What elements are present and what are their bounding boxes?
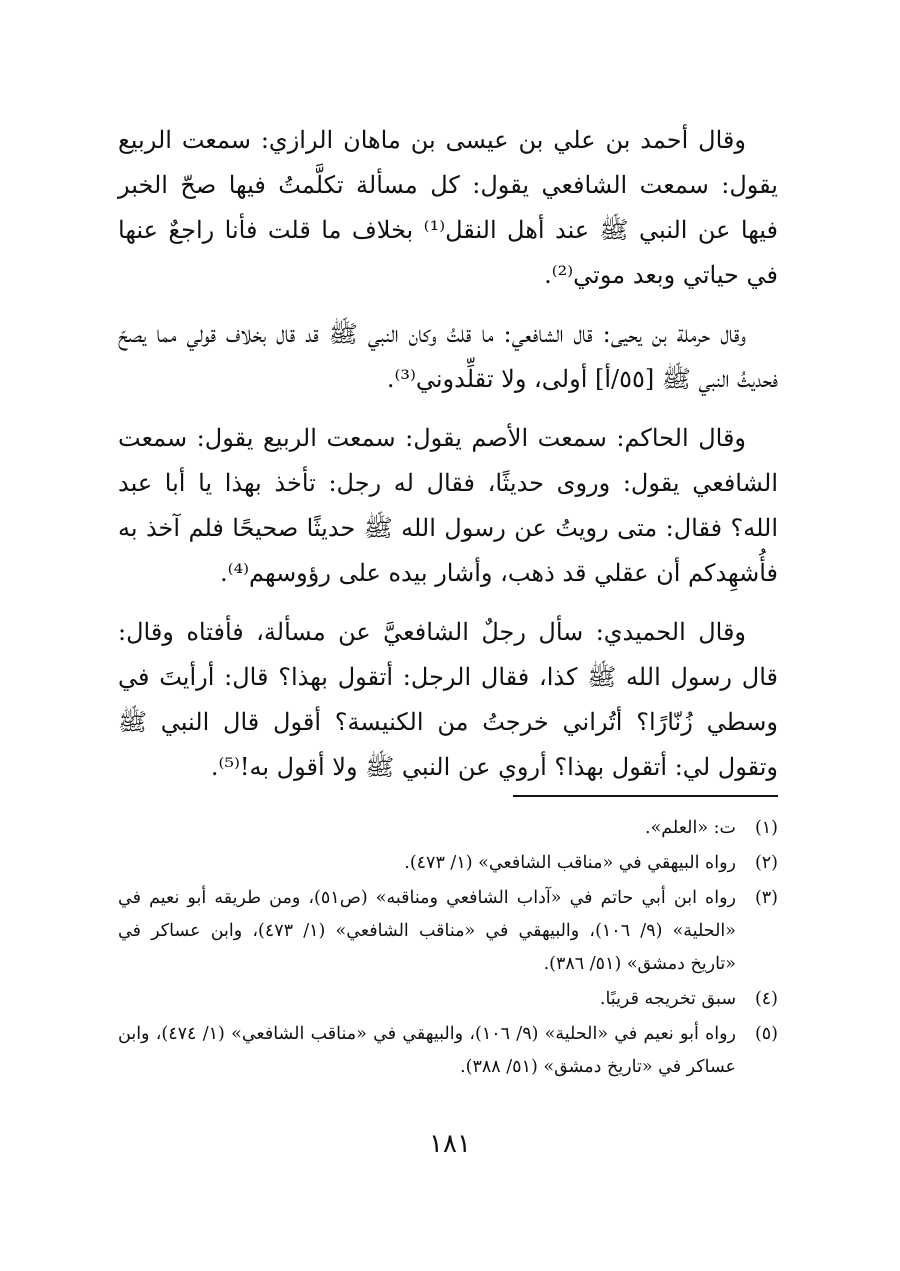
footnote-number: (٤) — [754, 989, 778, 1009]
footnote-text: رواه ابن أبي حاتم في «آداب الشافعي ومناقبه» (ص٥١)، ومن طريقه أبو نعيم في «الحلية» (٩/ ١٠٦)، والبيهقي في «مناقب الشافعي» (١/ ٤٧٣)، وابن عساكر في «تاريخ دمشق» (٥١/ ٣٨٦). — [118, 888, 736, 974]
footnote-1 — [118, 812, 778, 845]
paragraph-harmala: وقال حرملة بن يحيى: قال الشافعي: ما قلتُ وكان النبي ﷺ قد قال بخلاف قولي مما يصحّ فحديثُ النبي ﷺ [٥٥/أ] أولى، ولا تقلِّدوني⁽³⁾. — [118, 320, 778, 393]
page-number: ١٨١ — [429, 1129, 471, 1159]
footnote-2 — [118, 847, 778, 880]
footnote-text: رواه البيهقي في «مناقب الشافعي» (١/ ٤٧٣). — [404, 853, 736, 873]
main-text — [118, 118, 778, 804]
footnotes — [118, 812, 778, 1086]
paragraph-ahmad-al-razi: وقال أحمد بن علي بن عيسى بن ماهان الرازي: سمعت الربيع يقول: سمعت الشافعي يقول: كل مسألة تكلَّمتُ فيها صحّ الخبر فيها عن النبي ﷺ عند أهل النقل⁽¹⁾ بخلاف ما قلت فأنا راجعٌ عنها في حياتي وبعد موتي⁽²⁾. — [118, 126, 778, 289]
footnote-text: رواه أبو نعيم في «الحلية» (٩/ ١٠٦)، والبيهقي في «مناقب الشافعي» (١/ ٤٧٤)، وابن عساكر في «تاريخ دمشق» (٥١/ ٣٨٨). — [118, 1024, 737, 1077]
paragraph-al-hakim: وقال الحاكم: سمعت الأصم يقول: سمعت الربيع يقول: سمعت الشافعي يقول: وروى حديثًا، فقال له رجل: تأخذ بهذا يا أبا عبد الله؟ فقال: متى رويتُ عن رسول الله ﷺ حديثًا صحيحًا فلم آخذ به فأُشهِدكم أن عقلي قد ذهب، وأشار بيده على رؤوسهم⁽⁴⁾. — [118, 424, 778, 587]
footnote-number: (٥) — [754, 1024, 778, 1044]
footnote-number: (٣) — [754, 888, 778, 908]
paragraph-al-humaydi: وقال الحميدي: سأل رجلٌ الشافعيَّ عن مسألة، فأفتاه وقال: قال رسول الله ﷺ كذا، فقال الرجل: أتقول بهذا؟ قال: أرأيتَ في وسطي زُنّارًا؟ أتُراني خرجتُ من الكنيسة؟ أقول قال النبي ﷺ وتقول لي: أتقول بهذا؟ أروي عن النبي ﷺ ولا أقول به!⁽⁵⁾. — [118, 618, 778, 781]
footnote-number: (٢) — [754, 853, 778, 873]
footnote-5 — [118, 1018, 778, 1084]
footnote-4 — [118, 983, 778, 1016]
footnote-text: سبق تخريجه قريبًا. — [599, 989, 736, 1009]
footnote-text: ت: «العلم». — [645, 818, 736, 838]
footnote-number: (١) — [754, 818, 778, 838]
footnote-separator — [513, 795, 778, 797]
footnote-3 — [118, 882, 778, 981]
